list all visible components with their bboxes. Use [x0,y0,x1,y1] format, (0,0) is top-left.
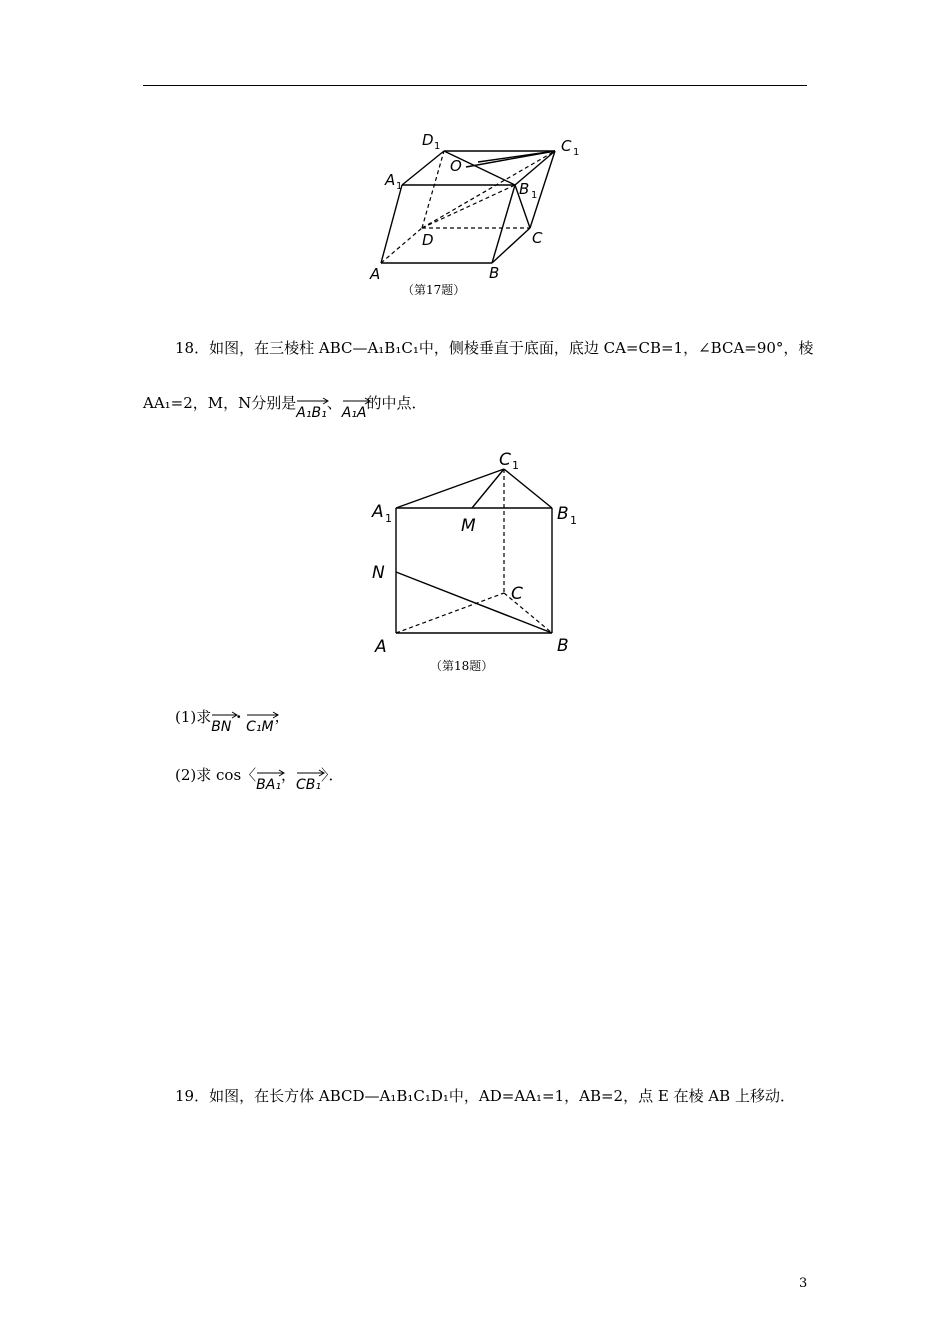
problem-18-line1: 18．如图，在三棱柱 ABC—A₁B₁C₁中，侧棱垂直于底面，底边 CA=CB=1，∠BCA=90°，棱 [175,339,814,357]
figure-17-caption: （第17题） [402,283,466,297]
label-N: N [372,563,385,583]
question-1-suffix: ； [273,708,289,726]
question-2 [175,764,343,793]
vector-C1M: C₁M [246,715,273,735]
label-A1-sub: 1 [396,181,403,192]
label-B1: B [519,180,530,198]
problem-18-line2-a: AA₁=2，M，N分别是 [143,394,297,412]
label-C: C [532,229,543,247]
dot-operator: · [236,708,242,726]
label-C: C [511,584,523,604]
label-A: A [370,265,381,283]
figure-18-caption: （第18题） [430,659,494,673]
label-C1: C [499,450,511,470]
label-B1: B [557,504,569,524]
page-number: 3 [799,1276,808,1291]
label-M: M [461,516,476,536]
label-C1-sub: 1 [573,147,580,158]
label-C1: C [561,137,572,155]
label-A1-sub: 1 [385,512,392,525]
problem-19: 19．如图，在长方体 ABCD—A₁B₁C₁D₁中，AD=AA₁=1，AB=2，点 E 在棱 AB 上移动． [175,1087,795,1105]
vector-BN: BN [211,715,231,735]
label-D: D [422,231,434,249]
figure-18 [360,445,600,660]
label-C1-sub: 1 [512,459,519,472]
label-O: O [450,157,462,175]
vector-A1A: A₁A [342,401,367,421]
label-B1-sub: 1 [531,190,538,201]
label-B: B [557,636,569,656]
vector-BA1: BA₁ [256,773,281,793]
vector-A1B1: A₁B₁ [296,401,326,421]
problem-18-line2 [143,392,427,421]
label-D1-sub: 1 [434,141,441,152]
label-D1: D [422,131,434,149]
label-A1: A [385,171,396,189]
vector-CB1: CB₁ [296,773,321,793]
figure-17 [360,125,600,285]
question-1 [175,706,289,735]
question-1-prefix: (1)求 [175,708,212,726]
question-2-prefix: (2)求 cos〈 [175,766,257,784]
label-A1: A [372,502,384,522]
label-B: B [489,264,500,282]
problem-18-sep: 、 [326,394,342,412]
question-2-sep: ， [280,766,296,784]
label-A: A [375,637,387,657]
problem-18-line2-b: 的中点． [366,394,427,412]
question-2-suffix: 〉． [320,766,344,784]
label-B1-sub: 1 [570,514,577,527]
header-rule [143,85,807,86]
